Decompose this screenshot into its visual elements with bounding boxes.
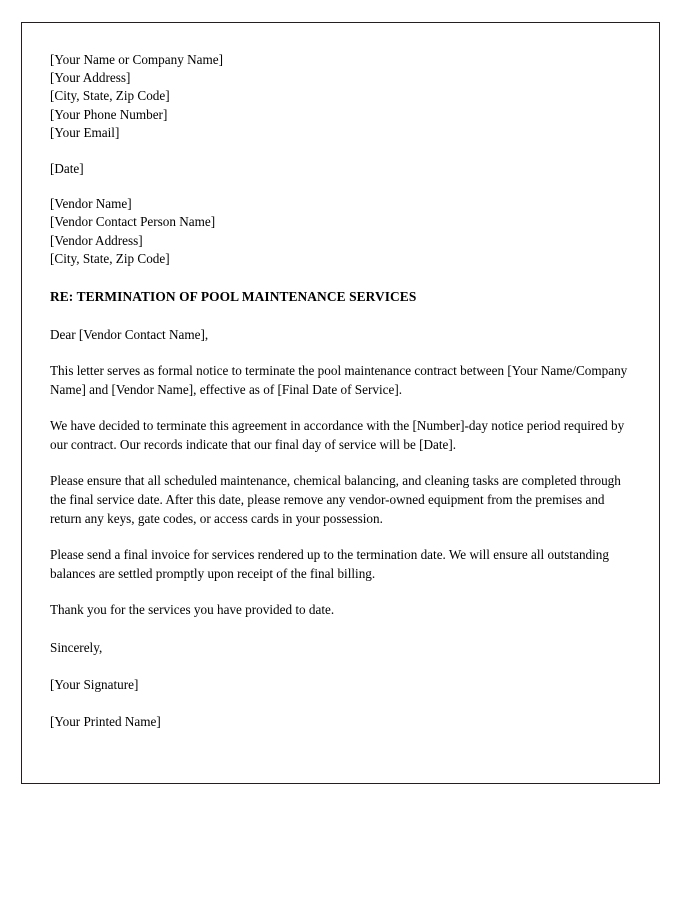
spacer-after-sender bbox=[50, 142, 629, 160]
recipient-line-2: [Vendor Contact Person Name] bbox=[50, 214, 216, 230]
letter-body bbox=[22, 23, 659, 731]
date-line: [Date] bbox=[50, 161, 84, 177]
subject-line: RE: TERMINATION OF POOL MAINTENANCE SERVICES bbox=[50, 289, 417, 305]
sender-line-5: [Your Email] bbox=[50, 124, 120, 140]
body-paragraph-4: Please send a final invoice for services rendered up to the termination date. We will ensure all outstanding balances are settled promptly upon receipt of the final billing. bbox=[50, 547, 609, 581]
closing-line: Sincerely, bbox=[50, 639, 103, 655]
body-paragraph-3: Please ensure that all scheduled maintenance, chemical balancing, and cleaning tasks are completed through the final service date. After this date, please remove any vendor-owned equipment from the premises and return any keys, gate codes, or access cards in your possession. bbox=[50, 473, 621, 526]
recipient-address-block bbox=[50, 195, 629, 268]
sender-line-1: [Your Name or Company Name] bbox=[50, 52, 223, 67]
body-paragraph-5: Thank you for the services you have provided to date. bbox=[50, 602, 335, 618]
salutation: Dear [Vendor Contact Name], bbox=[50, 327, 209, 343]
sender-address-block bbox=[50, 51, 629, 142]
sender-line-2: [Your Address] bbox=[50, 70, 131, 86]
recipient-line-1: [Vendor Name] bbox=[50, 196, 132, 212]
date-block bbox=[50, 160, 629, 178]
sender-line-4: [Your Phone Number] bbox=[50, 106, 168, 122]
sender-line-3: [City, State, Zip Code] bbox=[50, 88, 170, 104]
body-paragraph-1: This letter serves as formal notice to terminate the pool maintenance contract between [Your Name/Company Name] and [Vendor Name], effective as of [Final Date of Service]. bbox=[50, 363, 628, 397]
printed-name-placeholder: [Your Printed Name] bbox=[50, 713, 161, 729]
recipient-line-4: [City, State, Zip Code] bbox=[50, 250, 170, 266]
body-paragraph-2: We have decided to terminate this agreement in accordance with the [Number]-day notice period required by our contract. Our records indicate that our final day of service will be [Date]. bbox=[50, 418, 625, 452]
recipient-line-3: [Vendor Address] bbox=[50, 232, 143, 248]
signature-placeholder: [Your Signature] bbox=[50, 676, 139, 692]
spacer-after-date bbox=[50, 178, 629, 195]
letter-frame bbox=[21, 22, 660, 784]
